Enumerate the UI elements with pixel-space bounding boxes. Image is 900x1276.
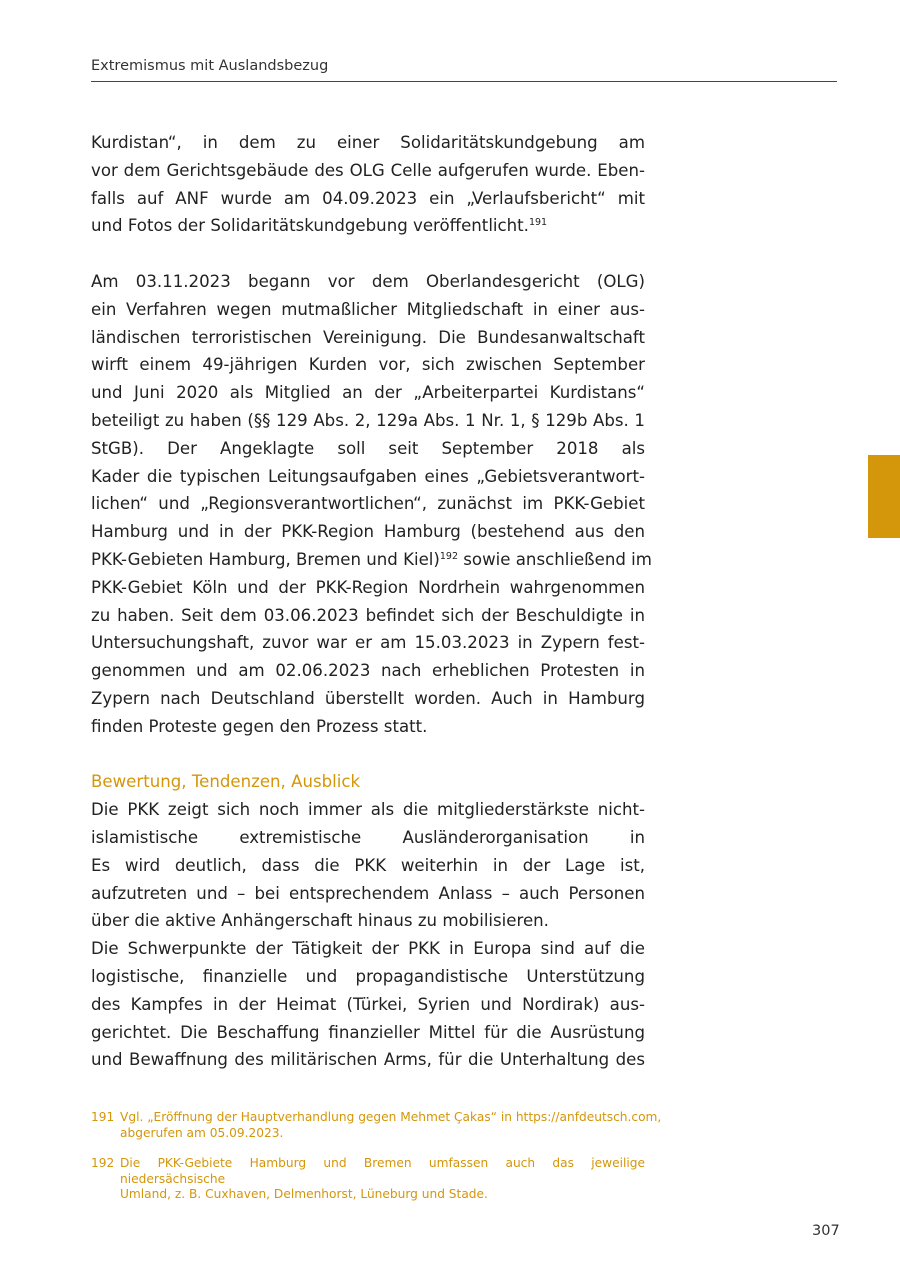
text-line: Die PKK zeigt sich noch immer als die mitgliederstärkste nicht-: [91, 800, 645, 820]
text-line: PKK-Gebiet Köln und der PKK-Region Nordrhein wahrgenommen: [91, 577, 645, 597]
chapter-tab-marker: [868, 455, 900, 538]
text-line: StGB). Der Angeklagte soll seit September 2018 als: [91, 438, 645, 458]
text-line: falls auf ANF wurde am 04.09.2023 ein „Verlaufsbericht“ mit: [91, 188, 645, 208]
text-line: über die aktive Anhängerschaft hinaus zu mobilisieren.: [91, 911, 549, 931]
footnote-ref-191[interactable]: 191: [528, 217, 548, 229]
text-line: Kurdistan“, in dem zu einer Solidaritätskundgebung am: [91, 133, 645, 152]
text-line: und Fotos der Solidaritätskundgebung veröffentlicht.$^{191}$: [91, 216, 548, 236]
section-heading: Bewertung, Tendenzen, Ausblick: [91, 772, 361, 792]
body-text: [91, 129, 652, 1074]
text-line: des Kampfes in der Heimat (Türkei, Syrien und Nordirak) aus-: [91, 994, 645, 1014]
text-line: Untersuchungshaft, zuvor war er am 15.03.2023 in Zypern fest-: [91, 633, 645, 653]
text-line: vor dem Gerichtsgebäude des OLG Celle aufgerufen wurde. Eben-: [91, 160, 645, 180]
text-line: PKK-Gebieten Hamburg, Bremen und Kiel)$^{192}$ sowie anschließend im: [91, 549, 652, 569]
text-line: lichen“ und „Regionsverantwortlichen“, zunächst im PKK-Gebiet: [91, 494, 645, 514]
text-line: Zypern nach Deutschland überstellt worden. Auch in Hamburg: [91, 688, 645, 708]
text-line: zu haben. Seit dem 03.06.2023 befindet sich der Beschuldigte in: [91, 605, 645, 625]
text-line: Hamburg und in der PKK-Region Hamburg (bestehend aus den: [91, 522, 645, 542]
text-line: finden Proteste gegen den Prozess statt.: [91, 716, 428, 736]
footnote-line: Umland, z. B. Cuxhaven, Delmenhorst, Lüneburg und Stade.: [120, 1187, 488, 1201]
running-header: Extremismus mit Auslandsbezug: [91, 58, 329, 74]
footnote-number: 192: [91, 1156, 115, 1170]
footnote-number: 191: [91, 1110, 115, 1124]
text-line: genommen und am 02.06.2023 nach erheblichen Protesten in: [91, 661, 645, 681]
text-line: beteiligt zu haben (§§ 129 Abs. 2, 129a Abs. 1 Nr. 1, § 129b Abs. 1: [91, 410, 645, 430]
text-line: ein Verfahren wegen mutmaßlicher Mitgliedschaft in einer aus-: [91, 299, 645, 319]
text-line: Am 03.11.2023 begann vor dem Oberlandesgericht (OLG): [91, 271, 645, 291]
footnote-line: Die PKK-Gebiete Hamburg und Bremen umfassen auch das jeweilige niedersächsische: [120, 1156, 645, 1186]
footnote-line: abgerufen am 05.09.2023.: [120, 1125, 284, 1140]
text-line: und Juni 2020 als Mitglied an der „Arbeiterpartei Kurdistans“: [91, 383, 645, 403]
footnote-191: [91, 1110, 662, 1141]
header-rule: [91, 81, 837, 82]
text-line: gerichtet. Die Beschaffung finanzieller Mittel für die Ausrüstung: [91, 1022, 645, 1042]
footnote-192: [91, 1156, 645, 1203]
text-line: und Bewaffnung des militärischen Arms, für die Unterhaltung des: [91, 1050, 645, 1070]
text-line: logistische, finanzielle und propagandistische Unterstützung: [91, 966, 645, 986]
text-line: Es wird deutlich, dass die PKK weiterhin in der Lage ist,: [91, 855, 645, 875]
text-line: aufzutreten und – bei entsprechendem Anlass – auch Personen: [91, 883, 645, 903]
text-line: ländischen terroristischen Vereinigung. Die Bundesanwaltschaft: [91, 327, 645, 347]
text-line: wirft einem 49-jährigen Kurden vor, sich zwischen September: [91, 355, 645, 375]
text-line: Die Schwerpunkte der Tätigkeit der PKK in Europa sind auf die: [91, 939, 645, 959]
text-line: Kader die typischen Leitungsaufgaben eines „Gebietsverantwort-: [91, 466, 645, 486]
text-line: islamistische extremistische Ausländerorganisation in: [91, 827, 645, 847]
footnote-ref-192[interactable]: 192: [439, 550, 459, 562]
page-number: 307: [812, 1223, 840, 1239]
footnote-line: Vgl. „Eröffnung der Hauptverhandlung gegen Mehmet Çakas“ in https://anfdeutsch.com,: [120, 1110, 662, 1124]
